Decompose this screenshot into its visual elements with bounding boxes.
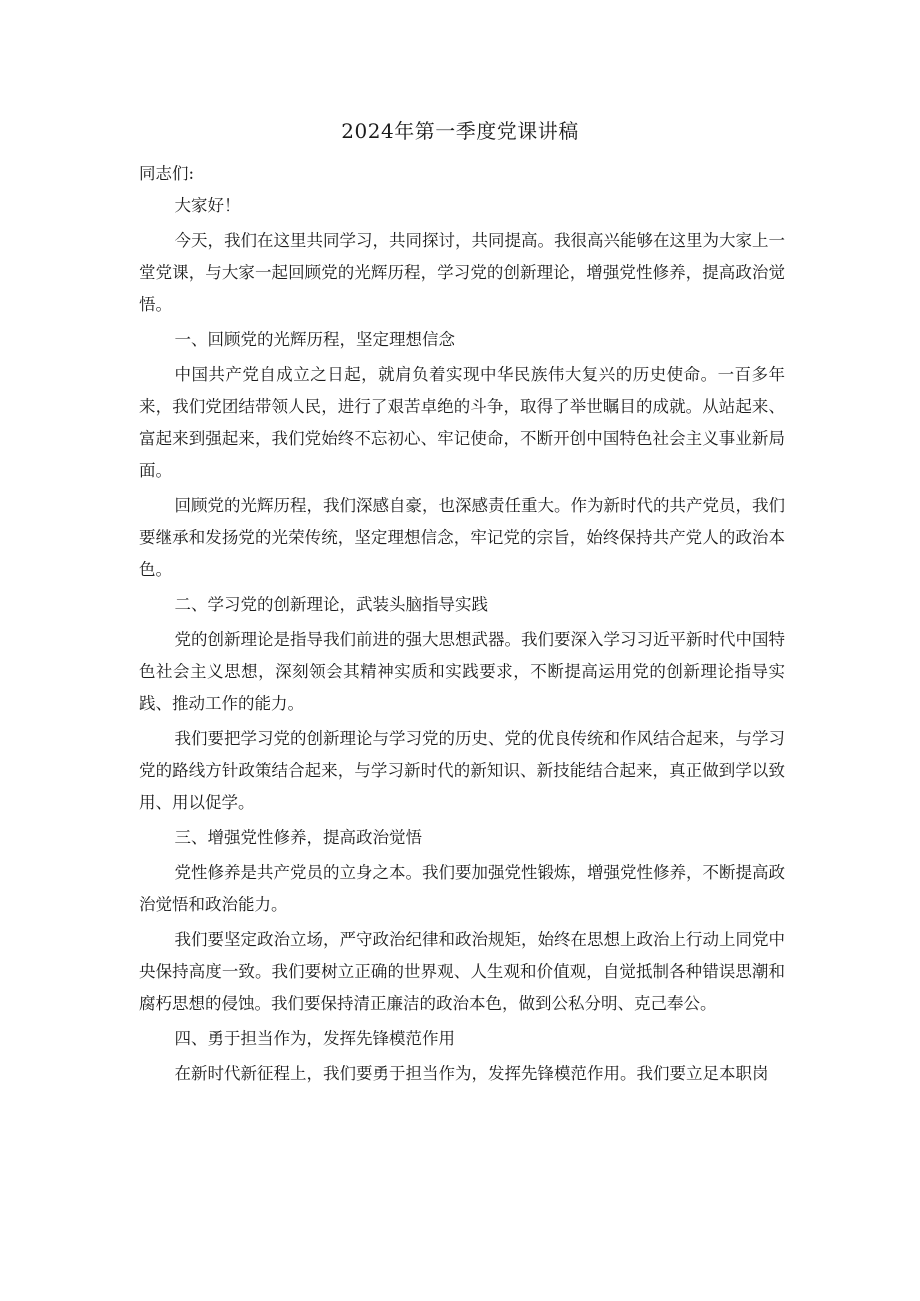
paragraph: 回顾党的光辉历程，我们深感自豪，也深感责任重大。作为新时代的共产党员，我们要继承和发扬党的光荣传统，坚定理想信念，牢记党的宗旨，始终保持共产党人的政治本色。 <box>139 496 785 579</box>
paragraph: 中国共产党自成立之日起，就肩负着实现中华民族伟大复兴的历史使命。一百多年来，我们党团结带领人民，进行了艰苦卓绝的斗争，取得了举世瞩目的成就。从站起来、富起来到强起来，我们党始终不忘初心、牢记使命，不断开创中国特色社会主义事业新局面。 <box>139 365 785 480</box>
paragraph: 在新时代新征程上，我们要勇于担当作为，发挥先锋模范作用。我们要立足本职岗 <box>174 1064 769 1083</box>
document-body <box>139 158 785 1093</box>
paragraph: 党性修养是共产党员的立身之本。我们要加强党性锻炼，增强党性修养，不断提高政治觉悟和政治能力。 <box>139 863 785 914</box>
section-heading-2: 二、学习党的创新理论，武装头脑指导实践 <box>174 595 488 614</box>
paragraph: 我们要坚定政治立场，严守政治纪律和政治规矩，始终在思想上政治上行动上同党中央保持高度一致。我们要树立正确的世界观、人生观和价值观，自觉抵制各种错误思潮和腐朽思想的侵蚀。我们要保持清正廉洁的政治本色，做到公私分明、克己奉公。 <box>139 930 785 1013</box>
paragraph: 党的创新理论是指导我们前进的强大思想武器。我们要深入学习习近平新时代中国特色社会主义思想，深刻领会其精神实质和实践要求，不断提高运用党的创新理论指导实践、推动工作的能力。 <box>139 630 785 713</box>
paragraph: 我们要把学习党的创新理论与学习党的历史、党的优良传统和作风结合起来，与学习党的路线方针政策结合起来，与学习新时代的新知识、新技能结合起来，真正做到学以致用、用以促学。 <box>139 729 785 812</box>
paragraph-greeting: 大家好！ <box>174 196 241 215</box>
salutation: 同志们: <box>139 164 195 183</box>
page-title: 2024年第一季度党课讲稿 <box>341 119 579 143</box>
paragraph-intro: 今天，我们在这里共同学习，共同探讨，共同提高。我很高兴能够在这里为大家上一堂党课，与大家一起回顾党的光辉历程，学习党的创新理论，增强党性修养，提高政治觉悟。 <box>139 231 785 314</box>
section-heading-1: 一、回顾党的光辉历程，坚定理想信念 <box>174 330 455 349</box>
section-heading-3: 三、增强党性修养，提高政治觉悟 <box>174 828 422 847</box>
section-heading-4: 四、勇于担当作为，发挥先锋模范作用 <box>174 1029 455 1048</box>
